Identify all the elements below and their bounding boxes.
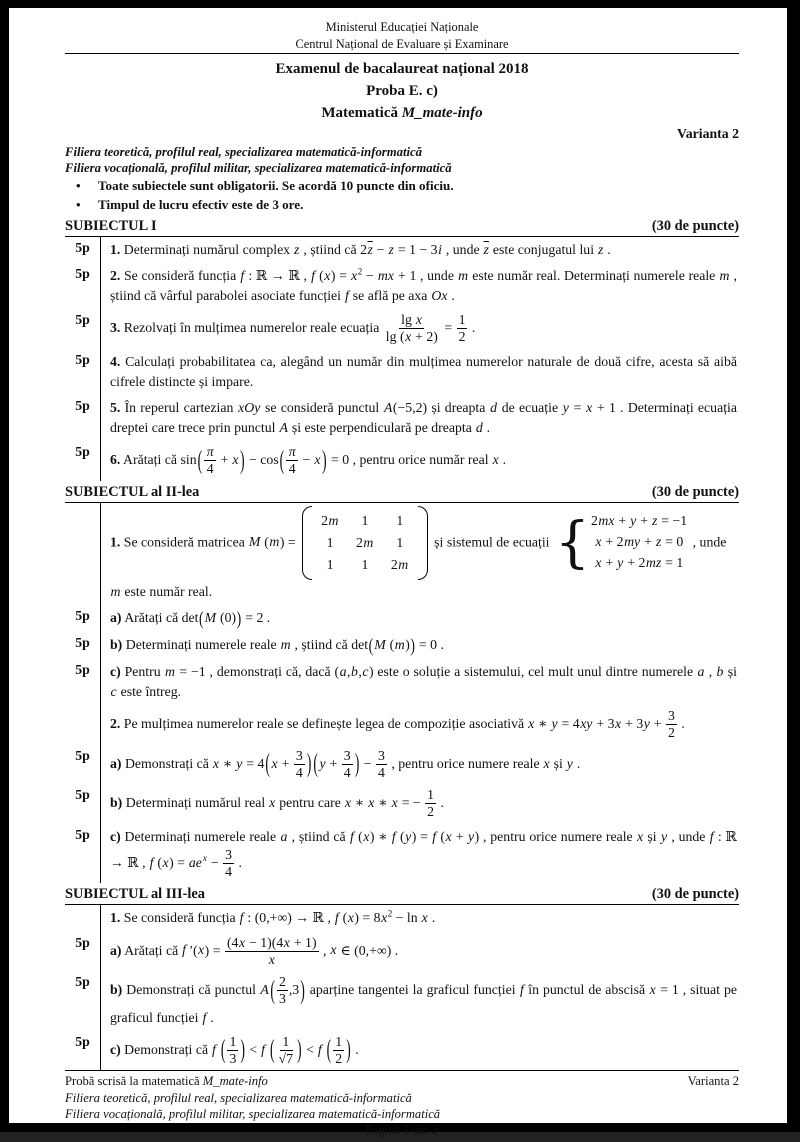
bullet-icon: • [76, 177, 81, 193]
points-cell: 5p [65, 745, 101, 785]
footer-filiera-2: Filiera vocațională, profilul militar, specializarea matematică-informatică [65, 1106, 441, 1121]
instruction-text: Timpul de lucru efectiv este de 3 ore. [98, 196, 304, 212]
problem-text: 1. Se consideră funcția f : (0,+∞) → ℝ , f $(x) = 8x^2 - \ln x$ . [110, 908, 436, 926]
points-cell: 5p [65, 659, 101, 705]
section-title: SUBIECTUL al II-lea [65, 483, 200, 500]
problem-text: 5. În reperul cartezian xOy se consideră punctul A(−5,2) și dreapta d de ecuație y = x + 1 . Determinați ecuația dreptei care trece prin punctul A și este perpendiculară pe dreapta d . [110, 399, 737, 436]
page-footer [65, 1070, 739, 1142]
problem-row-III-1b [65, 971, 739, 1031]
footer-page-number: Pagina 1 din 2 [365, 1123, 439, 1138]
points-cell: 5p [65, 395, 101, 441]
points-cell: 5p [65, 824, 101, 884]
problem-text: a) Arătați că det(M (0)) = 2 . [110, 607, 271, 629]
section-3-body [65, 905, 739, 1070]
section-points: (30 de puncte) [651, 483, 739, 500]
problem-row-I-1 [65, 237, 739, 263]
problem-text: a) Demonstrați că x ∗ y = 4( x + $\frac{3}{4}$ ) ( y + $\frac{3}{4}$ ) − $\frac{3}{4}$ , pentru orice numere reale x și y . [110, 747, 581, 780]
exam-page [9, 8, 787, 1138]
problem-text: a) Arătați că f ′(x) = $\frac{(4x - 1)(4x + 1)}{x}$ , x ∈ (0,+∞) . [110, 934, 399, 967]
section-title: SUBIECTUL I [65, 217, 157, 234]
problem-row-III-1 [65, 905, 739, 931]
section-points: (30 de puncte) [651, 217, 739, 234]
header-divider [65, 53, 739, 54]
points-cell: 5p [65, 1031, 101, 1071]
filiera-line-1: Filiera teoretică, profilul real, specializarea matematică-informatică [65, 144, 422, 159]
problem-row-I-2 [65, 263, 739, 309]
points-cell: 5p [65, 605, 101, 632]
points-cell: 5p [65, 784, 101, 824]
exam-title: Examenul de bacalaureat național 2018 [275, 61, 529, 78]
points-cell: 5p [65, 971, 101, 1031]
points-cell: 5p [65, 309, 101, 349]
problem-text: c) Pentru m = −1 , demonstrați că, dacă (a,b,c) este o soluție a sistemului, cel mult unul dintre numerele a , b și c este întreg. [110, 663, 738, 699]
problem-row-I-5 [65, 395, 739, 441]
problem-row-II-2 [65, 705, 739, 745]
problem-row-III-1c [65, 1031, 739, 1071]
ministry-line-2: Centrul Național de Evaluare și Examinare [295, 36, 509, 51]
points-cell [65, 905, 101, 931]
problem-row-III-1a [65, 932, 739, 972]
points-cell: 5p [65, 632, 101, 659]
instruction-text: Toate subiectele sunt obligatorii. Se acordă 10 puncte din oficiu. [98, 177, 454, 193]
points-cell [65, 705, 101, 745]
problem-text: 3. Rezolvați în mulțimea numerelor reale ecuația $\frac{\text{lg x}}{\lg (x + 2)}$ = $\frac{1}{2}$ . [110, 312, 476, 345]
problem-row-II-2c [65, 824, 739, 884]
problem-text: 2. Pe mulțimea numerelor reale se definește legea de compoziție asociativă x ∗ y = 4xy + 3x + 3y + $\frac{3}{2}$ . [110, 708, 685, 741]
exam-proba: Proba E. c) [366, 83, 438, 100]
variant-label: Varianta 2 [677, 125, 739, 141]
problem-text: b) Demonstrați că punctul A ( $\frac{2}{3}$ ,3) aparține tangentei la graficul funcției f în punctul de abscisă x = 1 , situat pe graficul funcției f . [110, 974, 737, 1025]
problem-text: 4. Calculați probabilitatea ca, alegând un număr din mulțimea numerelor naturale de două cifre, acesta să aibă cifrele distincte și impare. [110, 353, 737, 389]
footer-divider [65, 1070, 739, 1071]
problem-text: b) Determinați numerele reale m , știind că det(M (m)) = 0 . [110, 634, 444, 656]
problem-row-I-4 [65, 349, 739, 395]
problem-text: 1. Se consideră matricea M (m) = 2m 1 1 1 2m 1 1 1 2m și sistemul de ecuații { 2mx + y + z = −1 x + 2my + z = 0 x + y + 2mz = 1 , unde m este număr real. [101, 503, 739, 605]
points-cell: 5p [65, 237, 101, 263]
problem-text: 6. Arătați că sin( $\frac{\pi}{4}$ + x ) − cos( $\frac{\pi}{4}$ − x ) = 0 , pentru orice număr real x . [110, 444, 507, 477]
exam-subject: Matematică M_mate-info [321, 104, 483, 121]
problem-row-II-1a [65, 605, 739, 632]
section-points: (30 de puncte) [651, 886, 739, 903]
bullet-icon: • [76, 196, 81, 212]
problem-row-II-1c [65, 659, 739, 705]
section-3-header [65, 886, 739, 905]
problem-row-II-2a [65, 745, 739, 785]
ministry-line-1: Ministerul Educației Naționale [325, 20, 479, 34]
ministry-header [65, 19, 739, 52]
section-2-header [65, 484, 739, 503]
footer-proba: Probă scrisă la matematică M_mate-info [65, 1074, 268, 1089]
filiera-line-2: Filiera vocațională, profilul militar, specializarea matematică-informatică [65, 161, 452, 176]
section-1-body [65, 237, 739, 481]
problem-row-II-1 [65, 503, 739, 605]
points-cell: 5p [65, 441, 101, 481]
instruction-bullet-1 [65, 177, 739, 196]
points-cell: 5p [65, 349, 101, 395]
problem-text: c) Demonstrați că f ( $\frac{1}{3}$ ) < f ( $\frac{1}{√7}$ ) < f ( $\frac{1}{2}$ ) . [110, 1033, 359, 1066]
points-cell [65, 503, 101, 605]
problem-row-I-3 [65, 309, 739, 349]
section-1-header [65, 218, 739, 237]
problem-row-II-1b [65, 632, 739, 659]
problem-text: c) Determinați numerele reale a , știind că f (x) ∗ f (y) = f (x + y) , pentru orice numere reale x și y , unde f : ℝ → ℝ , f $(x) = ae^x$ − $\frac{3}{4}$ . [110, 828, 737, 880]
problem-text: 1. Determinați numărul complex z , știind că $2\overline{z} - z = 1 - 3i$ , unde $\overline{z}$ este conjugatul lui z . [110, 241, 611, 257]
problem-row-I-6 [65, 441, 739, 481]
problem-row-II-2b [65, 784, 739, 824]
instruction-bullet-2 [65, 196, 739, 215]
problem-text: b) Determinați numărul real x pentru care x ∗ x ∗ x = − $\frac{1}{2}$ . [110, 787, 444, 820]
problem-text: 2. Se consideră funcția f : ℝ → ℝ , f $(x) = x^2$ − mx + 1 , unde m este număr real. Determinați numerele reale m , știind că vârful parabolei asociate funcției f se află pe axa Ox . [110, 266, 738, 303]
section-title: SUBIECTUL al III-lea [65, 886, 205, 903]
footer-row-1 [65, 1073, 739, 1089]
footer-filiera-1: Filiera teoretică, profilul real, specializarea matematică-informatică [65, 1090, 412, 1105]
points-cell: 5p [65, 263, 101, 309]
section-2-body [65, 503, 739, 884]
footer-variant: Varianta 2 [687, 1074, 739, 1089]
points-cell: 5p [65, 932, 101, 972]
